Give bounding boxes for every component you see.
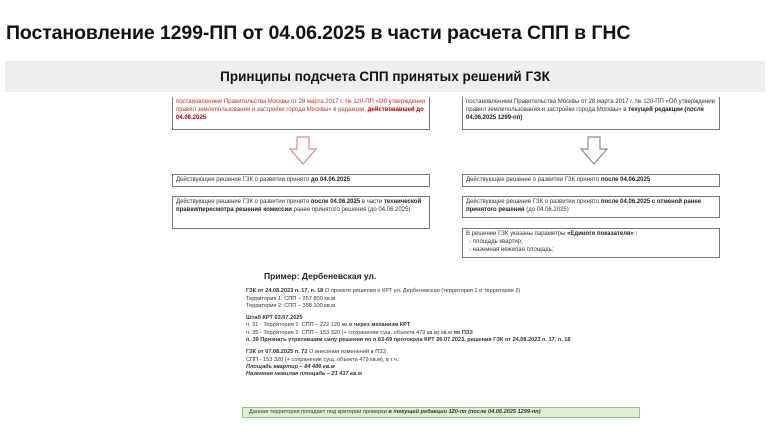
gzk2-line: СПП - 153 320 (+ сохранение сущ. объекта 479 кв.м), в т.ч.: (246, 356, 400, 363)
left-box2-bold1: после 04.06.2025 (310, 199, 361, 205)
left-box2-text2: в части (361, 199, 383, 205)
right-top-box (462, 97, 720, 130)
right-box2-text1: Действующее решение ГЗК о развитии принято (466, 199, 600, 205)
right-box2-text2: (до 04.06.2025) (526, 207, 569, 213)
gzk2-apartments: Площадь квартир – 84 486 кв.м (246, 363, 335, 370)
right-box1-text: Действующее решение о развитии ГЗК принято (466, 177, 600, 183)
gzk-2023-block (246, 288, 666, 310)
note-bold: в текущей редакции 120-пп (после 04.06.2025 1299-пп) (388, 409, 541, 415)
gzk2-nonresidential: Наземная нежилая площадь – 21 437 кв.м (246, 371, 363, 378)
note-text: Данная территория попадает под критерии проверки (249, 409, 387, 415)
example-block (246, 273, 666, 384)
right-decision-box-2 (462, 196, 720, 218)
left-decision-box-1 (172, 174, 430, 187)
conclusion-note (242, 407, 640, 418)
shtab-line3: п. 39 Признать утратившим силу решения по п.63-69 протокола КРТ 26.07.2023, решения ГЗК от 24.08.2023 п. 17, п. 18 (246, 337, 571, 344)
subtitle-bar (5, 61, 765, 92)
page-title: Постановление 1299-ПП от 04.06.2025 в части расчета СПП в ГНС (6, 22, 631, 44)
left-top-text: постановлением Правительства Москвы от 28 марта 2017 г. № 120-ПП «Об утверждении правил землепользования и застройки города Москвы» в редакции, (176, 99, 426, 113)
gzk1-text: О проекте решения о КРТ ул. Дербеневская (территория 1 и территория 2) (324, 288, 521, 295)
left-box2-text1: Действующее решение ГЗК о развитии принято (176, 199, 310, 205)
shtab-line1-bold: через механизм КРТ (354, 322, 411, 329)
left-decision-box-2 (172, 196, 430, 229)
right-box2-bold1: после 04.06.2025 с отменой ранее принятого решения (466, 199, 702, 213)
down-arrow-icon (579, 136, 609, 166)
gzk2-bold: ГЗК от 07.08.2025 п. 72 (246, 349, 308, 356)
left-box2-text3: ранее принятого решения (до 04.06.2025) (293, 207, 411, 213)
gzk1-line: Территория 2: СПП – 358 100 кв.м (246, 302, 336, 309)
parameter-item: - площадь квартир; (469, 239, 523, 245)
subtitle: Принципы подсчета СПП принятых решений ГЗК (220, 69, 550, 84)
right-top-text: постановлением Правительства Москвы от 28 марта 2017 г. № 120-ПП «Об утверждении правил землепользования и застройки города Москвы» в (466, 99, 716, 113)
right-box3-text: В решении ГЗК указаны параметры (466, 231, 566, 237)
left-box1-bold: до 04.06.2025 (310, 177, 351, 183)
gzk-2025-block (246, 349, 666, 378)
left-top-bold: действовавшей до 04.06.2025 (176, 107, 424, 121)
left-top-box (172, 97, 430, 130)
gzk1-line: Территория 1: СПП – 257 800 кв.м (246, 295, 336, 302)
shtab-block (246, 315, 666, 344)
right-top-bold: текущей редакции (после 04.06.2025 1299-пп) (466, 107, 704, 121)
left-box2-bold2: технической правки/пересмотра решения комиссии (176, 199, 422, 213)
left-box1-text: Действующее решение ГЗК о развитии принято (176, 177, 310, 183)
shtab-line2: п. 35 - Территория 2: СПП – 153 320 (+ сохранение сущ. объекта 479 кв.м) кв.м (246, 329, 452, 336)
example-heading: Пример: Дербеневская ул. (264, 271, 377, 281)
gzk2-text: О внесении изменений в ПЗЗ (309, 349, 386, 356)
parameter-item: - наземная нежилая площадь; (469, 247, 554, 253)
right-decision-box-1 (462, 174, 720, 187)
shtab-line1: п. 31 - Территория 1: СПП – 222 120 кв.м (246, 322, 353, 329)
gzk1-bold: ГЗК от 24.08.2023 п. 17, п. 18 (246, 288, 324, 295)
right-box3-bold: «Единого показателя» : (567, 231, 638, 237)
down-arrow-icon (288, 136, 318, 166)
shtab-line2-bold: по ПЗЗ (453, 329, 473, 336)
right-parameters-box (462, 228, 720, 258)
right-box1-bold: после 04.06.2025 (600, 177, 651, 183)
shtab-bold: Штаб КРТ 03.07.2025 (246, 315, 303, 322)
